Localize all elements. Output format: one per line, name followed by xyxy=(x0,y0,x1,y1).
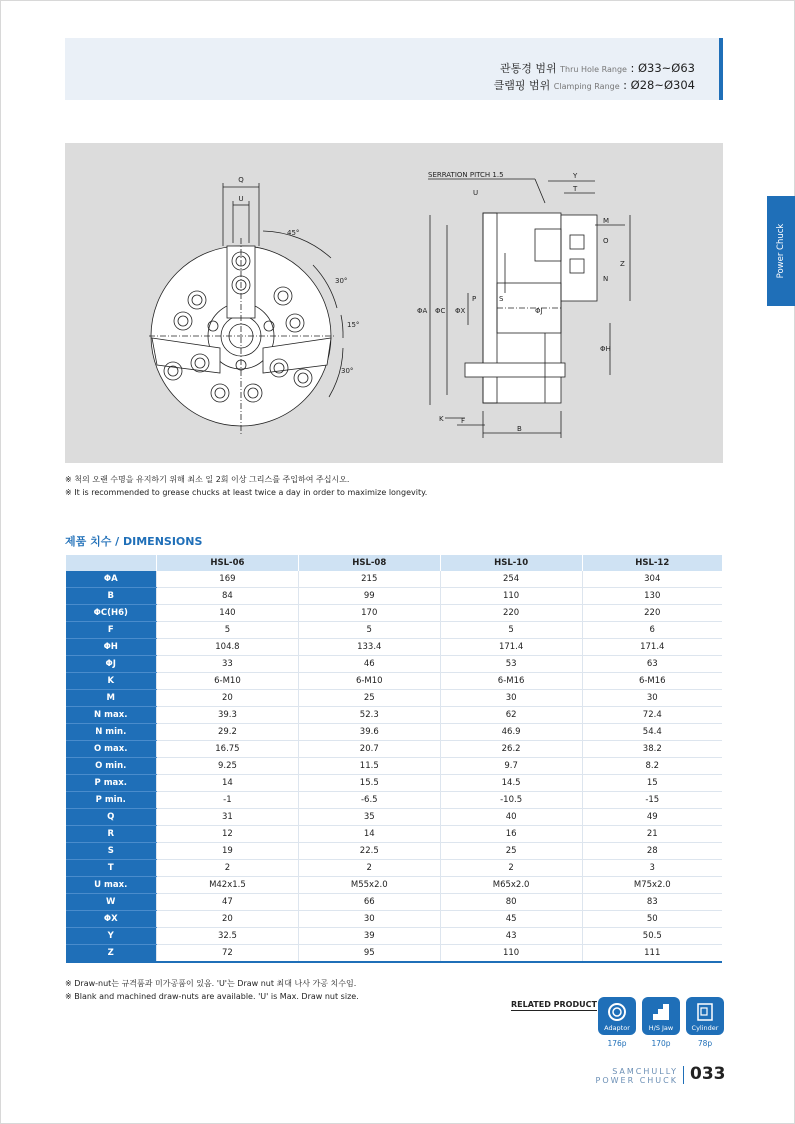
table-cell: 110 xyxy=(440,945,582,963)
jaw-icon xyxy=(651,1002,671,1022)
drawnut-notes: ※ Draw-nut는 규격품과 미가공품이 있음. 'U'는 Draw nut 최대 나사 가공 치수임. ※ Blank and machined draw-nuts are available. 'U' is Max. Draw nut size. xyxy=(65,979,359,1001)
table-cell: 39.6 xyxy=(298,724,440,741)
model-header: HSL-10 xyxy=(440,555,582,571)
table-cell: 171.4 xyxy=(440,639,582,656)
table-cell: 50.5 xyxy=(582,928,722,945)
table-cell: 15 xyxy=(582,775,722,792)
table-row xyxy=(66,690,723,707)
table-cell: 12 xyxy=(157,826,299,843)
table-cell: 14 xyxy=(157,775,299,792)
side-label-a: ΦA xyxy=(417,307,428,315)
table-cell: -6.5 xyxy=(298,792,440,809)
table-cell: -1 xyxy=(157,792,299,809)
side-label-u: U xyxy=(473,189,479,197)
model-header: HSL-06 xyxy=(157,555,299,571)
front-view xyxy=(149,183,343,435)
table-cell: 14.5 xyxy=(440,775,582,792)
table-row xyxy=(66,707,723,724)
table-cell: 133.4 xyxy=(298,639,440,656)
row-label: B xyxy=(66,588,157,605)
table-cell: 32.5 xyxy=(157,928,299,945)
row-label: S xyxy=(66,843,157,860)
side-label-s: S xyxy=(499,295,504,303)
table-row xyxy=(66,775,723,792)
table-cell: 171.4 xyxy=(582,639,722,656)
table-row xyxy=(66,673,723,690)
side-label-x: ΦX xyxy=(455,307,466,315)
table-cell: 9.7 xyxy=(440,758,582,775)
table-row xyxy=(66,622,723,639)
front-label-u: U xyxy=(238,195,244,203)
table-cell: 111 xyxy=(582,945,722,963)
table-cell: 20 xyxy=(157,690,299,707)
table-cell: 30 xyxy=(298,911,440,928)
table-cell: 5 xyxy=(440,622,582,639)
table-cell: 20 xyxy=(157,911,299,928)
side-label-f: F xyxy=(461,417,466,425)
related-adaptor-button[interactable]: Adaptor xyxy=(598,997,636,1035)
related-cylinder-page: 78p xyxy=(697,1039,713,1048)
table-cell: 28 xyxy=(582,843,722,860)
table-cell: 16 xyxy=(440,826,582,843)
table-cell: 35 xyxy=(298,809,440,826)
table-cell: 304 xyxy=(582,571,722,588)
table-cell: 30 xyxy=(440,690,582,707)
side-label-b: B xyxy=(517,425,522,433)
table-row xyxy=(66,724,723,741)
side-label-z: Z xyxy=(620,260,625,268)
table-row xyxy=(66,945,723,963)
table-cell: 170 xyxy=(298,605,440,622)
table-header-row xyxy=(66,555,723,571)
table-cell: 38.2 xyxy=(582,741,722,758)
side-label-serration: SERRATION PITCH 1.5 xyxy=(428,171,504,179)
table-cell: 62 xyxy=(440,707,582,724)
row-label: F xyxy=(66,622,157,639)
row-label: T xyxy=(66,860,157,877)
drawing-svg xyxy=(65,143,723,463)
table-cell: 95 xyxy=(298,945,440,963)
table-cell: 54.4 xyxy=(582,724,722,741)
table-cell: 140 xyxy=(157,605,299,622)
table-cell: 39.3 xyxy=(157,707,299,724)
table-cell: 49 xyxy=(582,809,722,826)
model-header: HSL-08 xyxy=(298,555,440,571)
row-label: M xyxy=(66,690,157,707)
front-label-45: 45° xyxy=(287,229,300,237)
side-label-t: T xyxy=(573,185,578,193)
table-cell: M55x2.0 xyxy=(298,877,440,894)
row-label: ΦA xyxy=(66,571,157,588)
side-label-k: K xyxy=(439,415,444,423)
table-cell: 66 xyxy=(298,894,440,911)
table-cell: 39 xyxy=(298,928,440,945)
side-label-c: ΦC xyxy=(435,307,446,315)
table-row xyxy=(66,843,723,860)
side-label-n: N xyxy=(603,275,609,283)
table-cell: 9.25 xyxy=(157,758,299,775)
row-label: O max. xyxy=(66,741,157,758)
row-label: O min. xyxy=(66,758,157,775)
table-cell: 2 xyxy=(440,860,582,877)
table-cell: 5 xyxy=(298,622,440,639)
table-row xyxy=(66,741,723,758)
table-cell: M42x1.5 xyxy=(157,877,299,894)
table-cell: M65x2.0 xyxy=(440,877,582,894)
brand-logo: SAMCHULLY POWER CHUCK xyxy=(595,1067,678,1085)
table-cell: 99 xyxy=(298,588,440,605)
table-row xyxy=(66,911,723,928)
table-cell: 220 xyxy=(582,605,722,622)
table-cell: 25 xyxy=(298,690,440,707)
side-tab-power-chuck[interactable]: Power Chuck xyxy=(767,196,795,306)
footer-divider xyxy=(683,1066,684,1084)
table-cell: 2 xyxy=(298,860,440,877)
row-label: ΦX xyxy=(66,911,157,928)
section-title: 제품 치수 / DIMENSIONS xyxy=(65,535,203,548)
model-header: HSL-12 xyxy=(582,555,722,571)
table-cell: 110 xyxy=(440,588,582,605)
table-cell: 47 xyxy=(157,894,299,911)
table-cell: 5 xyxy=(157,622,299,639)
table-cell: -15 xyxy=(582,792,722,809)
table-cell: 25 xyxy=(440,843,582,860)
table-cell: 45 xyxy=(440,911,582,928)
table-row xyxy=(66,656,723,673)
table-cell: 14 xyxy=(298,826,440,843)
row-label: P max. xyxy=(66,775,157,792)
related-jaw-button[interactable]: H/S Jaw xyxy=(642,997,680,1035)
side-label-p: P xyxy=(472,295,477,303)
grease-notes: ※ 척의 오랜 수명을 유지하기 위해 최소 일 2회 이상 그리스를 주입하여 주십시오. ※ It is recommended to grease chucks at least twice a day in order to maximize longevity. xyxy=(65,475,428,497)
side-label-o: O xyxy=(603,237,609,245)
adaptor-icon xyxy=(607,1002,627,1022)
table-cell: 26.2 xyxy=(440,741,582,758)
table-cell: 72 xyxy=(157,945,299,963)
table-cell: 215 xyxy=(298,571,440,588)
table-cell: 6-M16 xyxy=(582,673,722,690)
table-cell: 8.2 xyxy=(582,758,722,775)
row-label: Q xyxy=(66,809,157,826)
table-cell: 83 xyxy=(582,894,722,911)
table-cell: 40 xyxy=(440,809,582,826)
cylinder-icon xyxy=(695,1002,715,1022)
side-label-h: ΦH xyxy=(600,345,611,353)
front-label-30b: 30° xyxy=(341,367,354,375)
table-cell: 31 xyxy=(157,809,299,826)
table-row xyxy=(66,758,723,775)
table-cell: 22.5 xyxy=(298,843,440,860)
table-cell: 3 xyxy=(582,860,722,877)
side-label-y: Y xyxy=(573,172,578,180)
table-cell: 104.8 xyxy=(157,639,299,656)
table-row xyxy=(66,928,723,945)
table-cell: 50 xyxy=(582,911,722,928)
range-header xyxy=(65,38,719,100)
related-cylinder-button[interactable]: Cylinder xyxy=(686,997,724,1035)
table-cell: 84 xyxy=(157,588,299,605)
dimensions-table xyxy=(65,555,722,963)
table-row xyxy=(66,639,723,656)
table-body xyxy=(66,571,723,962)
table-cell: 29.2 xyxy=(157,724,299,741)
table-cell: 6 xyxy=(582,622,722,639)
row-label: Y xyxy=(66,928,157,945)
table-cell: 46.9 xyxy=(440,724,582,741)
table-cell: 72.4 xyxy=(582,707,722,724)
table-cell: 20.7 xyxy=(298,741,440,758)
table-cell: 2 xyxy=(157,860,299,877)
row-label: P min. xyxy=(66,792,157,809)
table-cell: 6-M10 xyxy=(298,673,440,690)
table-cell: 11.5 xyxy=(298,758,440,775)
table-cell: M75x2.0 xyxy=(582,877,722,894)
table-cell: 43 xyxy=(440,928,582,945)
table-cell: 6-M16 xyxy=(440,673,582,690)
table-cell: 33 xyxy=(157,656,299,673)
table-row xyxy=(66,860,723,877)
row-label: ΦJ xyxy=(66,656,157,673)
side-label-j: ΦJ xyxy=(535,307,543,315)
front-label-15: 15° xyxy=(347,321,360,329)
table-cell: 15.5 xyxy=(298,775,440,792)
side-label-m: M xyxy=(603,217,610,225)
table-cell: 19 xyxy=(157,843,299,860)
table-row xyxy=(66,588,723,605)
row-label: K xyxy=(66,673,157,690)
row-label: U max. xyxy=(66,877,157,894)
table-row xyxy=(66,605,723,622)
table-cell: 16.75 xyxy=(157,741,299,758)
page-number: 033 xyxy=(690,1064,726,1084)
thru-hole-range: 관통경 범위 Thru Hole Range : Ø33~Ø63 xyxy=(500,61,695,75)
row-label: Z xyxy=(66,945,157,963)
front-label-q: Q xyxy=(238,176,244,184)
table-row xyxy=(66,809,723,826)
related-adaptor-page: 176p xyxy=(607,1039,627,1048)
table-row xyxy=(66,792,723,809)
table-cell: 6-M10 xyxy=(157,673,299,690)
table-cell: 53 xyxy=(440,656,582,673)
related-product-label: RELATED PRODUCT xyxy=(511,1000,597,1009)
table-row xyxy=(66,894,723,911)
table-row xyxy=(66,826,723,843)
table-cell: 30 xyxy=(582,690,722,707)
table-cell: 169 xyxy=(157,571,299,588)
front-label-30a: 30° xyxy=(335,277,348,285)
header-accent-bar xyxy=(719,38,723,100)
table-cell: 52.3 xyxy=(298,707,440,724)
table-cell: 63 xyxy=(582,656,722,673)
table-cell: 80 xyxy=(440,894,582,911)
row-label: ΦH xyxy=(66,639,157,656)
technical-drawing xyxy=(65,143,723,463)
table-cell: 254 xyxy=(440,571,582,588)
table-cell: -10.5 xyxy=(440,792,582,809)
clamping-range: 클램핑 범위 Clamping Range : Ø28~Ø304 xyxy=(493,78,695,92)
table-cell: 46 xyxy=(298,656,440,673)
table-corner xyxy=(66,555,157,571)
row-label: W xyxy=(66,894,157,911)
table-row xyxy=(66,877,723,894)
related-jaw-page: 170p xyxy=(651,1039,671,1048)
row-label: N min. xyxy=(66,724,157,741)
row-label: N max. xyxy=(66,707,157,724)
row-label: R xyxy=(66,826,157,843)
row-label: ΦC(H6) xyxy=(66,605,157,622)
table-cell: 21 xyxy=(582,826,722,843)
table-cell: 220 xyxy=(440,605,582,622)
table-row xyxy=(66,571,723,588)
table-cell: 130 xyxy=(582,588,722,605)
